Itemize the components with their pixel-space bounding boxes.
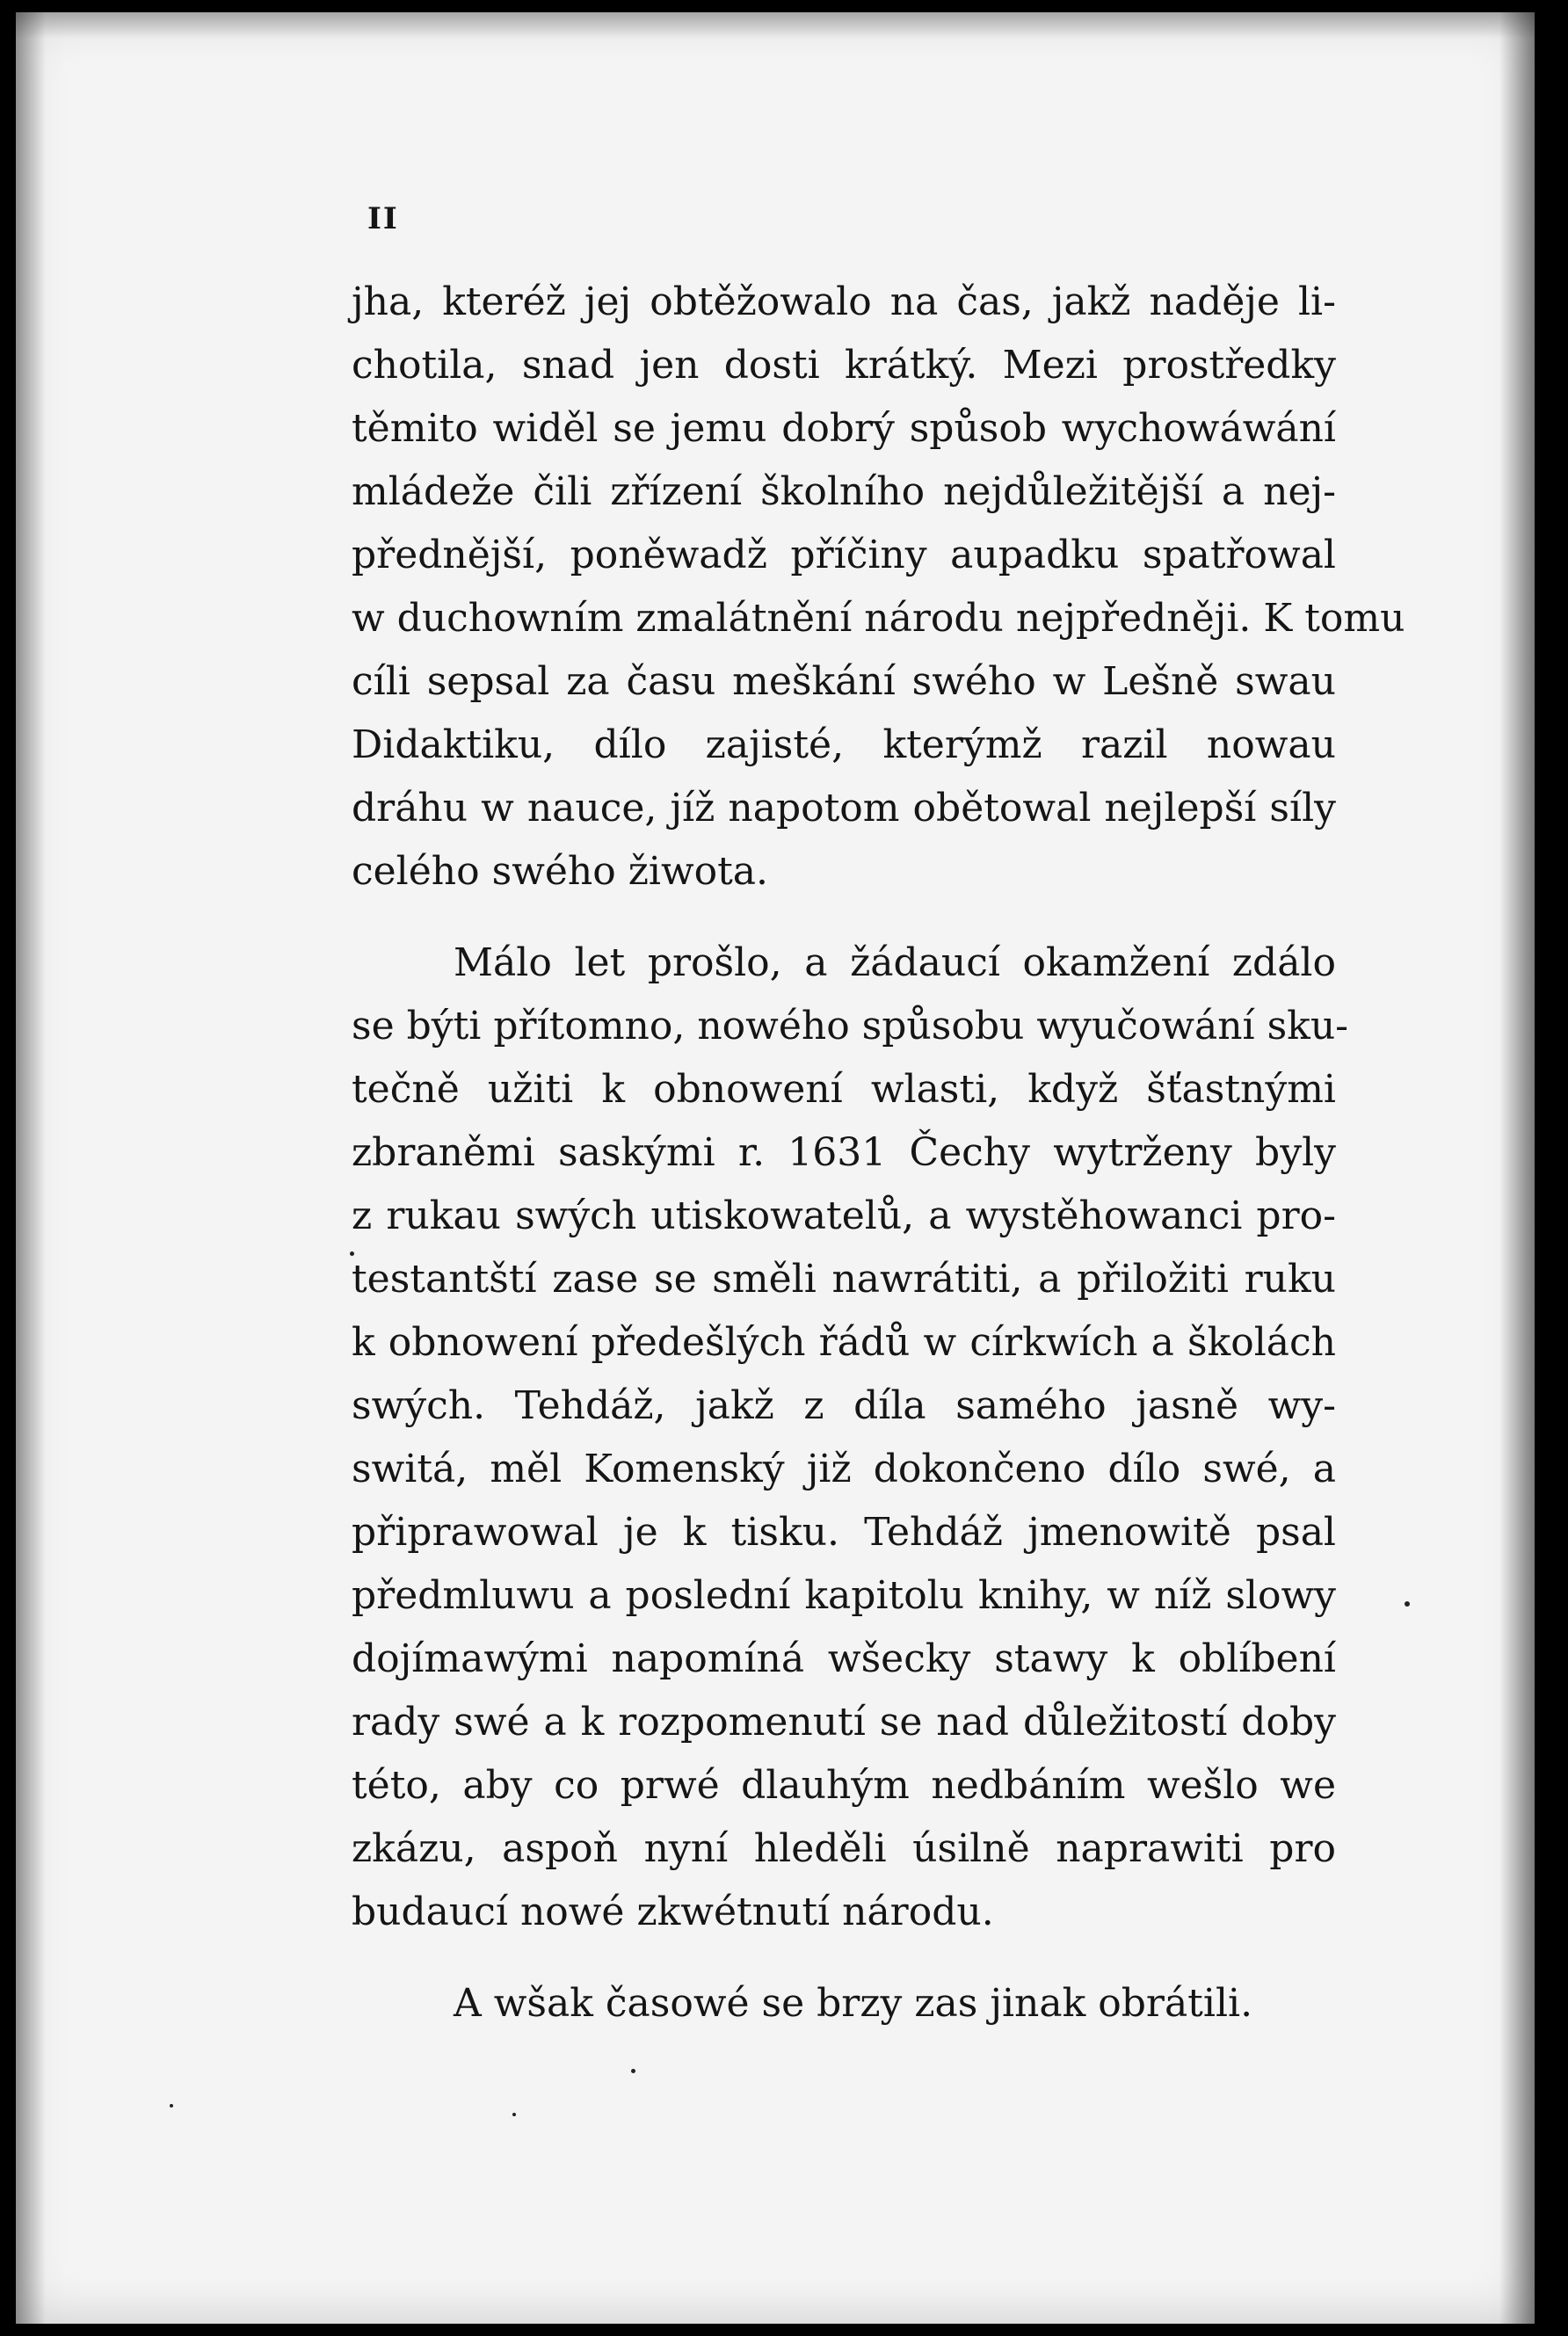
page-number: II (367, 201, 399, 236)
text-line: Didaktiku, dílo zajisté, kterýmž razil nowau (352, 722, 1336, 767)
paragraph-gap (352, 903, 1336, 932)
text-line: zbraněmi saskými r. 1631 Čechy wytrženy byly (352, 1130, 1336, 1175)
text-line: Málo let prošlo, a žádaucí okamžení zdálo (454, 940, 1336, 985)
text-line: chotila, snad jen dosti krátký. Mezi prostředky (352, 343, 1336, 388)
paper-speck (512, 2113, 516, 2116)
text-line: dráhu w nauce, jíž napotom obětowal nejlepší síly (352, 786, 1336, 831)
text-line: z rukau swých utiskowatelů, a wystěhowanci pro- (352, 1193, 1336, 1238)
text-line: w duchowním zmalátnění národu nejpředněji. K tomu (352, 596, 1405, 641)
text-line: tečně užiti k obnowení wlasti, když šťastnými (352, 1067, 1336, 1112)
text-line: mládeže čili zřízení školního nejdůležitější a nej- (352, 469, 1336, 514)
text-line: k obnowení předešlých řádů w církwích a školách (352, 1320, 1336, 1365)
paragraph-1 (352, 271, 1405, 903)
text-line: těmito widěl se jemu dobrý spůsob wychowáwání (352, 406, 1336, 451)
text-line: celého swého žiwota. (352, 849, 769, 894)
paragraph-3 (352, 1972, 1336, 2035)
text-line: přednější, poněwadž příčiny aupadku spatřowal (352, 533, 1336, 577)
text-line: připrawowal je k tisku. Tehdáž jmenowitě psal (352, 1510, 1336, 1555)
paper-speck (170, 2104, 173, 2107)
page-edge-shadow-top (16, 12, 1535, 39)
text-line: jha, kteréž jej obtěžowalo na čas, jakž naděje li- (352, 279, 1336, 324)
text-line: zkázu, aspoň nyní hleděli úsilně naprawiti pro (352, 1826, 1336, 1871)
text-line: cíli sepsal za času meškání swého w Lešně swau (352, 659, 1336, 704)
paper-speck (1405, 1601, 1410, 1607)
page-edge-shadow-left (16, 12, 46, 2324)
page-edge-shadow-right (1499, 12, 1535, 2324)
paragraph-2 (352, 932, 1349, 1944)
paper-speck (631, 2069, 635, 2073)
page-text-block (352, 201, 1405, 2035)
text-line: testantští zase se směli nawrátiti, a přiložiti ruku (352, 1257, 1336, 1302)
paragraph-gap (352, 1944, 1336, 1972)
text-line: swých. Tehdáž, jakž z díla samého jasně wy- (352, 1383, 1336, 1428)
text-line: této, aby co prwé dlauhým nedbáním wešlo we (352, 1763, 1336, 1808)
text-line: předmluwu a poslední kapitolu knihy, w níž slowy (352, 1573, 1336, 1618)
text-line: switá, měl Komenský již dokončeno dílo swé, a (352, 1447, 1336, 1491)
text-line: se býti přítomno, nowého spůsobu wyučowání sku- (352, 1004, 1349, 1048)
text-line: rady swé a k rozpomenutí se nad důležitostí doby (352, 1700, 1336, 1745)
text-line: A wšak časowé se brzy zas jinak obrátili. (454, 1981, 1253, 2026)
text-line: dojímawými napomíná wšecky stawy k oblíbení (352, 1636, 1336, 1681)
text-line: budaucí nowé zkwétnutí národu. (352, 1890, 994, 1934)
